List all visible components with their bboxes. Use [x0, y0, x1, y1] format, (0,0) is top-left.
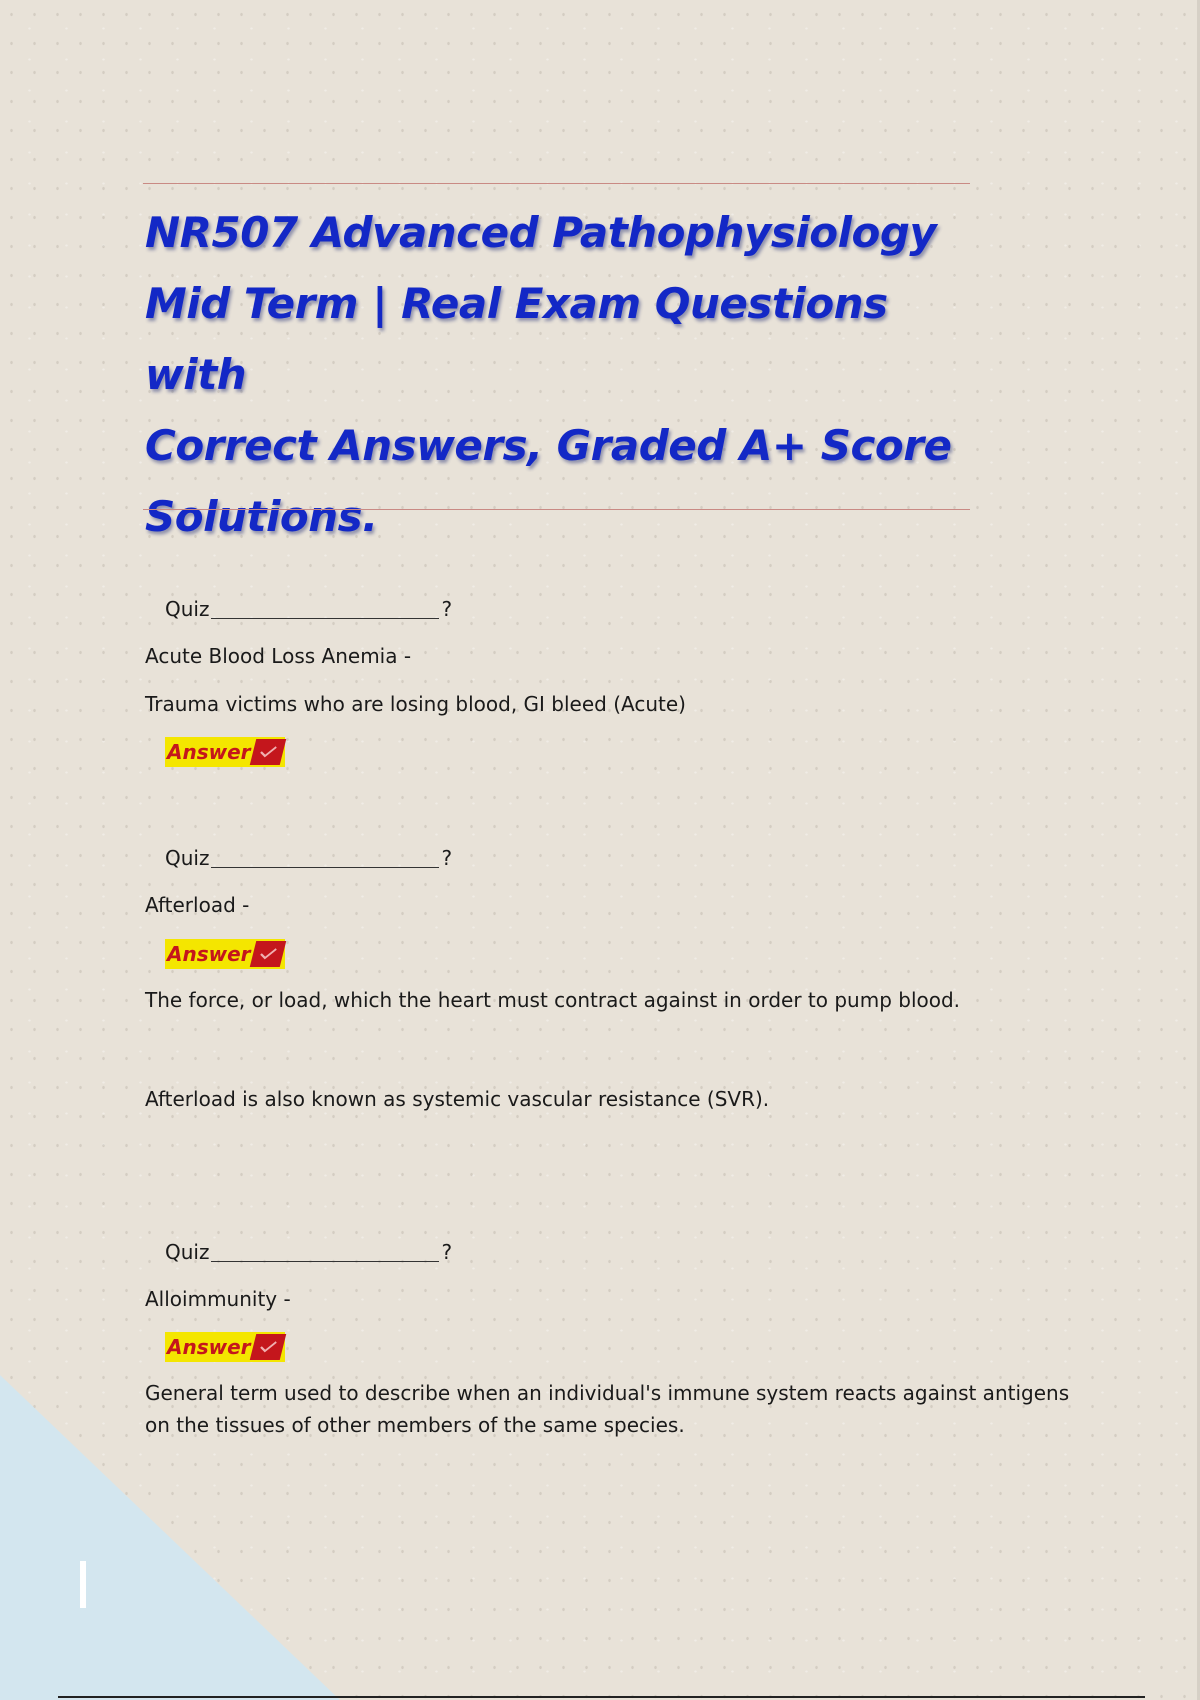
question-block [145, 595, 1045, 767]
quiz-prompt [165, 844, 1045, 872]
answer-badge [165, 939, 285, 969]
term: Acute Blood Loss Anemia - [145, 644, 412, 668]
document-title [145, 197, 975, 552]
explanation: General term used to describe when an individual's immune system reacts against antigens [145, 1381, 1070, 1405]
quiz-blank [211, 1241, 439, 1262]
quiz-mark: ? [441, 1240, 453, 1264]
explanation: on the tissues of other members of the same species. [145, 1413, 685, 1437]
title-line: Correct Answers, Graded A+ Score [145, 421, 952, 470]
quiz-label: Quiz [165, 846, 210, 870]
page-marker [80, 1561, 86, 1608]
answer-label: Answer [167, 740, 251, 764]
answer-label: Answer [167, 942, 251, 966]
title-line: NR507 Advanced Pathophysiology [145, 208, 937, 257]
question-block [145, 1238, 1070, 1440]
quiz-mark: ? [441, 597, 453, 621]
quiz-blank [211, 598, 439, 619]
quiz-mark: ? [441, 846, 453, 870]
explanation: Trauma victims who are losing blood, GI bleed (Acute) [145, 692, 686, 716]
quiz-blank [211, 847, 439, 868]
term: Alloimmunity - [145, 1287, 291, 1311]
explanation: Afterload is also known as systemic vascular resistance (SVR). [145, 1087, 770, 1111]
quiz-prompt [165, 1238, 1045, 1266]
term: Afterload - [145, 893, 250, 917]
title-line: Mid Term | Real Exam Questions with [145, 279, 888, 399]
check-icon [249, 941, 285, 967]
quiz-label: Quiz [165, 597, 210, 621]
answer-badge [165, 1332, 285, 1362]
check-icon [249, 739, 285, 765]
question-block [145, 844, 1045, 1114]
title-top-rule [143, 183, 970, 184]
footer-rule [58, 1696, 1145, 1698]
explanation: The force, or load, which the heart must contract against in order to pump blood. [145, 988, 961, 1012]
quiz-label: Quiz [165, 1240, 210, 1264]
title-line: Solutions. [145, 492, 378, 541]
quiz-prompt [165, 595, 1045, 623]
answer-badge [165, 737, 285, 767]
title-bottom-rule [143, 509, 970, 510]
answer-label: Answer [167, 1335, 251, 1359]
check-icon [249, 1334, 285, 1360]
